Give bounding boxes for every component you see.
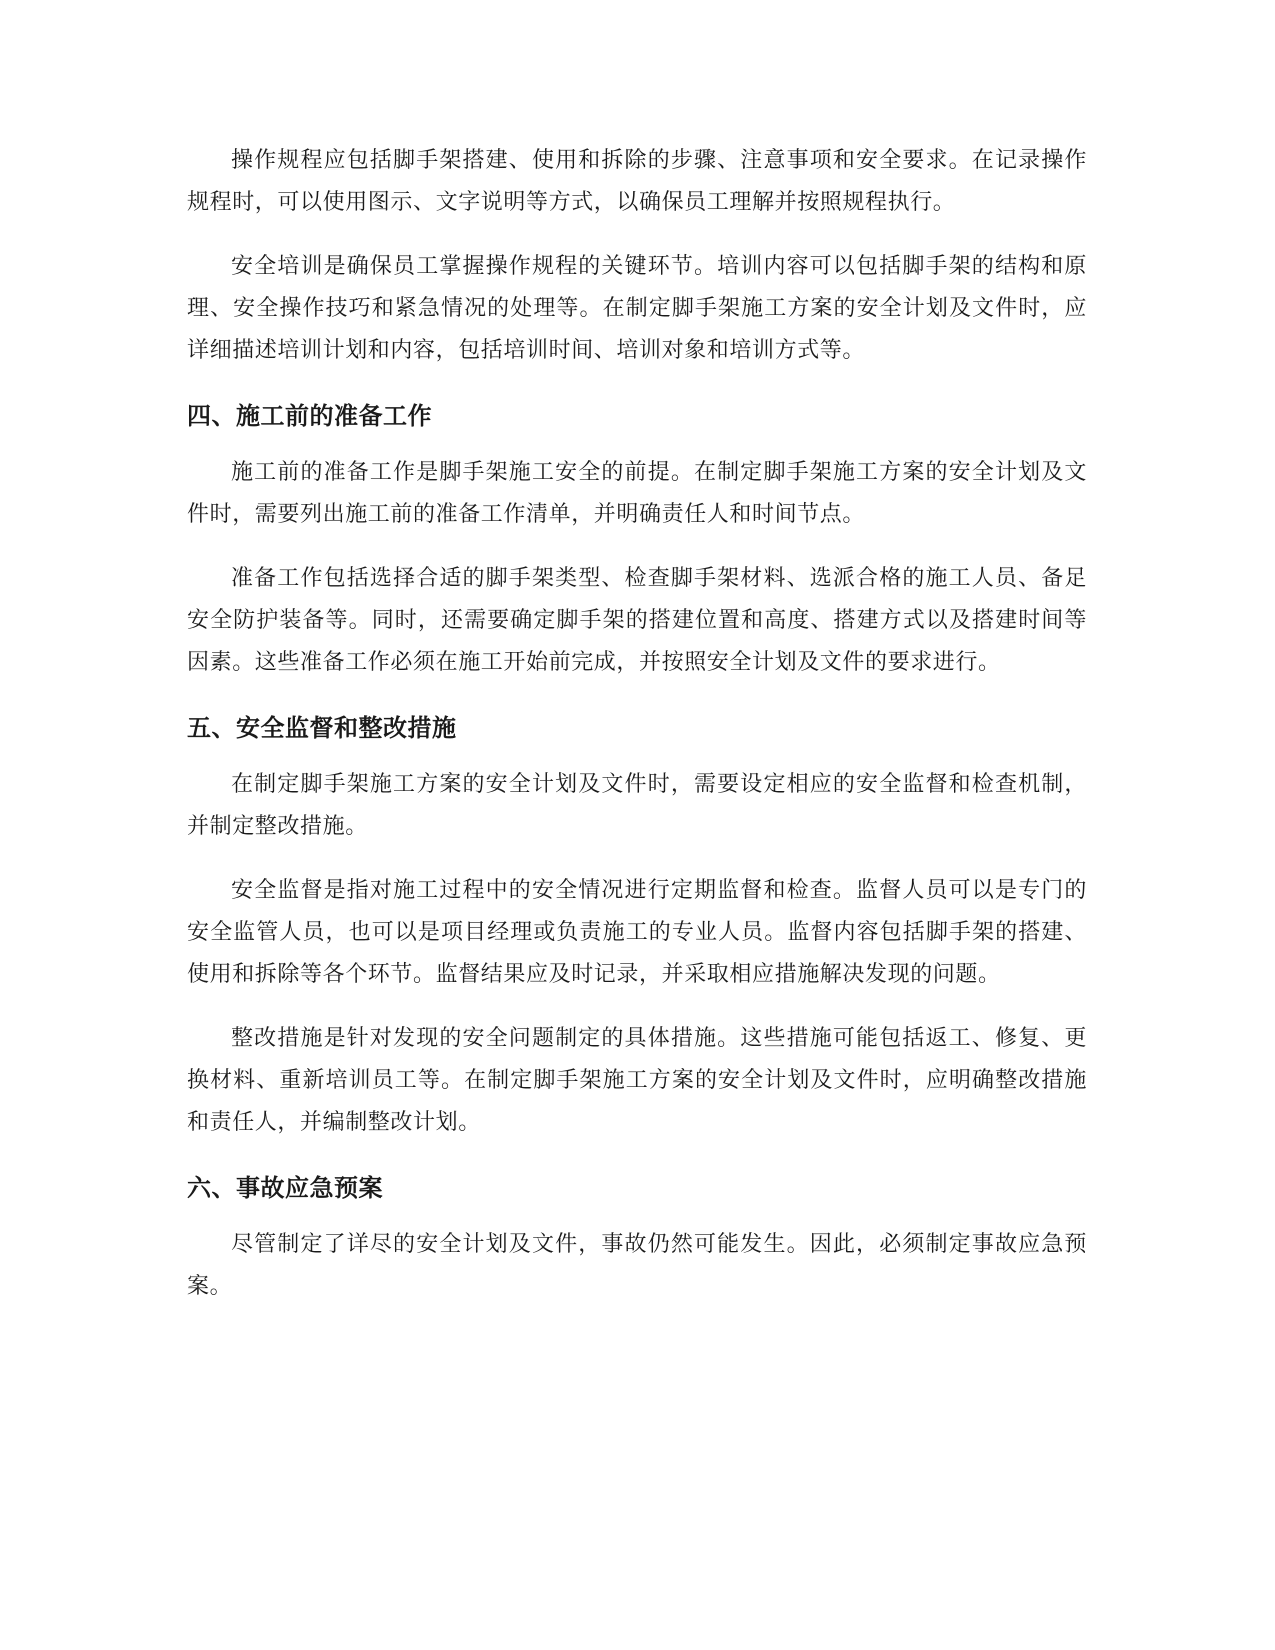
document-body [187, 140, 1087, 1330]
paragraph-preparation-items: 准备工作包括选择合适的脚手架类型、检查脚手架材料、选派合格的施工人员、备足安全防护装备等。同时，还需要确定脚手架的搭建位置和高度、搭建方式以及搭建时间等因素。这些准备工作必须在施工开始前完成，并按照安全计划及文件的要求进行。 [187, 566, 1087, 675]
section-heading-emergency-plan: 六、事故应急预案 [187, 1174, 383, 1202]
paragraph-rectification-measures: 整改措施是针对发现的安全问题制定的具体措施。这些措施可能包括返工、修复、更换材料、重新培训员工等。在制定脚手架施工方案的安全计划及文件时，应明确整改措施和责任人，并编制整改计划。 [187, 1026, 1087, 1135]
section-heading-preparation: 四、施工前的准备工作 [187, 402, 432, 430]
paragraph-safety-training: 安全培训是确保员工掌握操作规程的关键环节。培训内容可以包括脚手架的结构和原理、安全操作技巧和紧急情况的处理等。在制定脚手架施工方案的安全计划及文件时，应详细描述培训计划和内容，包括培训时间、培训对象和培训方式等。 [187, 254, 1087, 363]
paragraph-supervision-definition: 安全监督是指对施工过程中的安全情况进行定期监督和检查。监督人员可以是专门的安全监管人员，也可以是项目经理或负责施工的专业人员。监督内容包括脚手架的搭建、使用和拆除等各个环节。监督结果应及时记录，并采取相应措施解决发现的问题。 [187, 878, 1087, 987]
section-heading-supervision: 五、安全监督和整改措施 [187, 714, 457, 742]
paragraph-preparation-prerequisite: 施工前的准备工作是脚手架施工安全的前提。在制定脚手架施工方案的安全计划及文件时，需要列出施工前的准备工作清单，并明确责任人和时间节点。 [187, 460, 1087, 527]
paragraph-emergency-plan: 尽管制定了详尽的安全计划及文件，事故仍然可能发生。因此，必须制定事故应急预案。 [187, 1232, 1087, 1299]
paragraph-supervision-mechanism: 在制定脚手架施工方案的安全计划及文件时，需要设定相应的安全监督和检查机制，并制定整改措施。 [187, 772, 1087, 839]
paragraph-operating-procedures: 操作规程应包括脚手架搭建、使用和拆除的步骤、注意事项和安全要求。在记录操作规程时，可以使用图示、文字说明等方式，以确保员工理解并按照规程执行。 [187, 148, 1087, 215]
